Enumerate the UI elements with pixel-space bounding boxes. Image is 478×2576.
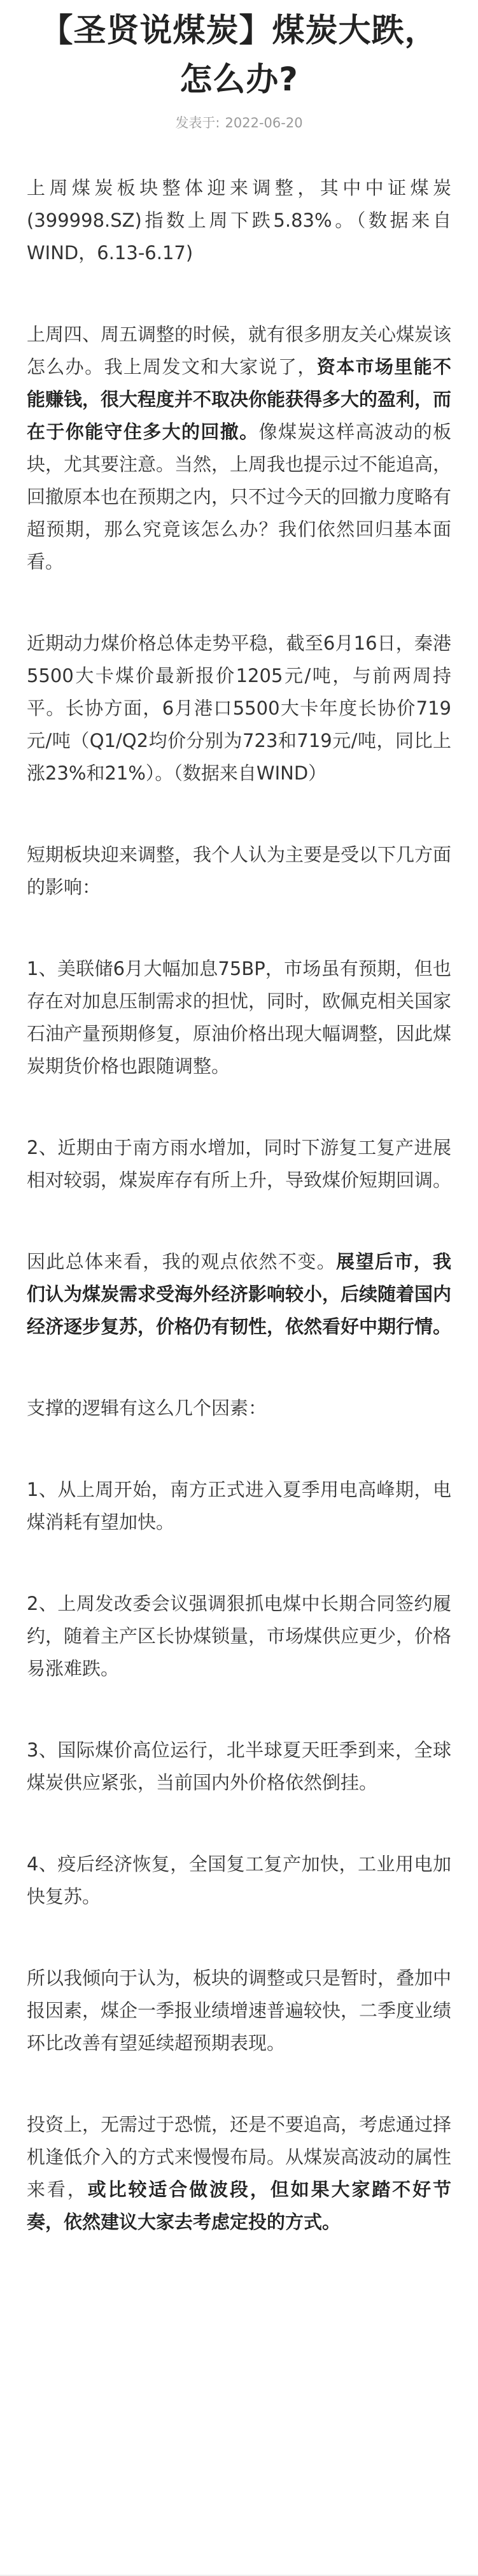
article-title: 【圣贤说煤炭】煤炭大跌，怎么办? <box>40 12 438 99</box>
paragraph-text: 短期板块迎来调整，我个人认为主要是受以下几方面的影响： <box>27 844 452 898</box>
paragraph-text: 3、国际煤价高位运行，北半球夏天旺季到来，全球煤炭供应紧张，当前国内外价格依然倒挂。 <box>27 1739 451 1793</box>
paragraph-4 <box>27 839 451 904</box>
paragraph-12 <box>27 1848 451 1913</box>
paragraph-text: 2、上周发改委会议强调狠抓电煤中长期合同签约履约，随着主产区长协煤锁量，市场煤供应更少，价格易涨难跌。 <box>27 1593 452 1679</box>
paragraph-5 <box>27 953 451 1083</box>
published-label: 发表于: <box>175 115 220 131</box>
paragraph-text: 所以我倾向于认为，板块的调整或只是暂时，叠加中报因素，煤企一季报业绩增速普遍较快，二季度业绩环比改善有望延续超预期表现。 <box>27 1967 452 2054</box>
emphasis-text: 资本市场里能不能赚钱，很大程度并不取决你能获得多大的盈利，而在于你能守住多大的回撤。 <box>27 356 452 443</box>
paragraph-6 <box>27 1132 451 1197</box>
published-date: 2022-06-20 <box>225 115 303 131</box>
paragraph-text: 1、美联储6月大幅加息75BP，市场虽有预期，但也存在对加息压制需求的担忧，同时，欧佩克相关国家石油产量预期修复，原油价格出现大幅调整，因此煤炭期货价格也跟随调整。 <box>27 958 452 1077</box>
paragraph-11 <box>27 1734 451 1799</box>
paragraph-text: 2、近期由于南方雨水增加，同时下游复工复产进展相对较弱，煤炭库存有所上升，导致煤价短期回调。 <box>27 1137 452 1191</box>
paragraph-14 <box>27 2109 451 2238</box>
paragraph-1 <box>27 172 451 269</box>
article-meta <box>27 113 451 132</box>
paragraph-text: 近期动力煤价格总体走势平稳，截至6月16日，秦港5500大卡煤价最新报价1205元/吨，与前两周持平。长协方面，6月港口5500大卡年度长协价719元/吨（Q1/Q2均价分别为723和719元/吨，同比上涨23%和21%）。（数据来自WIND） <box>27 632 451 784</box>
paragraph-2 <box>27 318 451 578</box>
article-body <box>27 172 451 2238</box>
paragraph-7 <box>27 1246 451 1343</box>
emphasis-text: 或比较适合做波段，但如果大家踏不好节奏，依然建议大家去考虑定投的方式。 <box>27 2179 451 2233</box>
paragraph-8 <box>27 1392 451 1425</box>
paragraph-text: 上周四、周五调整的时候，就有很多朋友关心煤炭该怎么办。我上周发文和大家说了， <box>27 324 452 378</box>
paragraph-text: 4、疫后经济恢复，全国复工复产加快，工业用电加快复苏。 <box>27 1853 451 1907</box>
paragraph-text: 1、从上周开始，南方正式进入夏季用电高峰期，电煤消耗有望加快。 <box>27 1479 451 1533</box>
paragraph-text: 因此总体来看，我的观点依然不变。 <box>27 1251 337 1272</box>
paragraph-text: 投资上，无需过于恐慌，还是不要追高，考虑通过择机逢低介入的方式来慢慢布局。从煤炭高波动的属性来看， <box>27 2114 452 2200</box>
paragraph-3 <box>27 627 451 790</box>
paragraph-text: 上周煤炭板块整体迎来调整，其中中证煤炭(399998.SZ)指数上周下跌5.83%。（数据来自WIND，6.13-6.17) <box>27 177 451 264</box>
paragraph-text: 像煤炭这样高波动的板块，尤其要注意。当然，上周我也提示过不能追高，回撤原本也在预期之内，只不过今天的回撤力度略有超预期，那么究竟该怎么办？我们依然回归基本面看。 <box>27 421 452 573</box>
paragraph-text: 支撑的逻辑有这么几个因素： <box>27 1397 267 1419</box>
paragraph-10 <box>27 1588 451 1685</box>
paragraph-9 <box>27 1474 451 1539</box>
emphasis-text: 展望后市，我们认为煤炭需求受海外经济影响较小，后续随着国内经济逐步复苏，价格仍有韧性，依然看好中期行情。 <box>27 1251 452 1337</box>
paragraph-13 <box>27 1962 451 2060</box>
